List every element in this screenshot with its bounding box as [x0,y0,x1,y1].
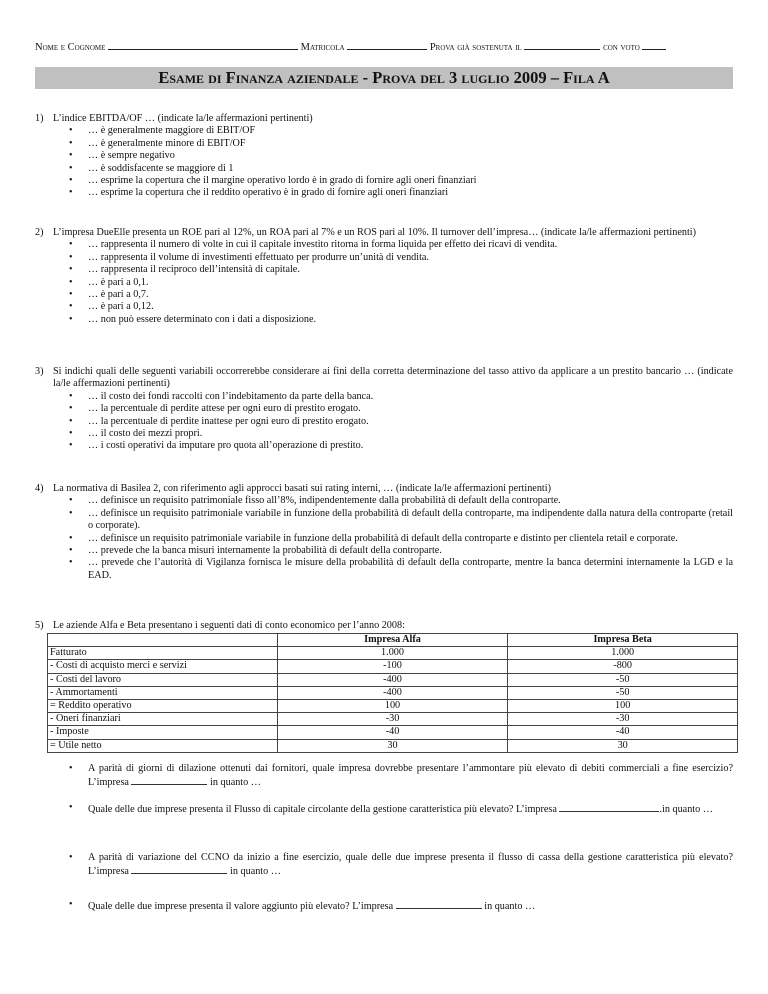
table-header-cell [48,634,278,647]
options-list [35,495,733,582]
row-label: - Costi del lavoro [48,673,278,686]
question-number: 5) [35,620,44,631]
option-item[interactable]: • … definisce un requisito patrimoniale variabile in funzione della probabilità di default della controparte, ma indipendente dalla natura della controparte (retail o corporate). [88,508,733,533]
alfa-value: -400 [277,673,508,686]
question-number: 1) [35,113,44,124]
name-label: Nome e Cognome [35,42,106,53]
question-stem: L’impresa DueElle presenta un ROE pari al 12%, un ROA pari al 7% e un ROS pari al 10%. Il turnover dell’impresa… (indicate la/le affermazioni pertinenti) [53,227,697,238]
exam-title: Esame di Finanza aziendale - Prova del 3 luglio 2009 – Fila A [35,67,733,89]
option-item[interactable]: • … esprime la copertura che il reddito operativo è in grado di fornire agli oneri finanziari [88,187,733,199]
option-item[interactable]: • … la percentuale di perdite attese per ogni euro di prestito erogato. [88,403,733,415]
matricola-field[interactable] [347,40,427,50]
subquestion-tail: in quanto … [210,777,261,789]
options-list [35,391,733,453]
beta-value: -30 [508,713,738,726]
option-item[interactable]: • … è generalmente maggiore di EBIT/OF [88,125,733,137]
option-item[interactable]: • … esprime la copertura che il margine operativo lordo è in grado di fornire agli oneri finanziari [88,175,733,187]
option-item[interactable]: • … il costo dei mezzi propri. [88,428,733,440]
answer-blank[interactable] [559,802,659,812]
row-label: = Utile netto [48,739,278,752]
beta-value: -40 [508,726,738,739]
student-info-line [35,40,735,54]
beta-value: 100 [508,700,738,713]
previous-exam-label: Prova già sostenuta il [429,42,522,53]
option-item[interactable]: • … prevede che l’autorità di Vigilanza fornisca le misure della probabilità di default della controparte, mentre la banca determini internamente la LGD e la EAD. [88,557,733,582]
option-item[interactable]: • … la percentuale di perdite inattese per ogni euro di prestito erogato. [88,416,733,428]
option-item[interactable]: • … è soddisfacente se maggiore di 1 [88,163,733,175]
table-row [48,700,738,713]
table-header-cell: Impresa Beta [508,634,738,647]
alfa-value: 1.000 [277,647,508,660]
question-stem: Si indichi quali delle seguenti variabili occorrerebbe considerare ai fini della corretta determinazione del tasso attivo da applicare a un prestito bancario … (indicate la/le affermazioni pertinenti) [53,366,733,390]
answer-blank[interactable] [396,899,482,909]
option-item[interactable]: • … è pari a 0,7. [88,289,733,301]
beta-value: -800 [508,660,738,673]
subquestion-item [88,899,733,913]
option-item[interactable]: • … definisce un requisito patrimoniale fisso all’8%, indipendentemente dalla probabilità di default della controparte. [88,495,733,507]
answer-blank[interactable] [131,864,227,874]
table-row [48,660,738,673]
subquestion-2 [35,802,733,816]
row-label: = Reddito operativo [48,700,278,713]
subquestion-text: Quale delle due imprese presenta il valore aggiunto più elevato? L’impresa [88,901,394,912]
option-item[interactable]: • … è sempre negativo [88,150,733,162]
question-stem: La normativa di Basilea 2, con riferimento agli approcci basati sui rating interni, … (indicate la/le affermazioni pertinenti) [53,483,551,494]
beta-value: -50 [508,673,738,686]
alfa-value: -40 [277,726,508,739]
subquestion-text: Quale delle due imprese presenta il Flusso di capitale circolante della gestione caratteristica più elevato? L’impresa [88,804,557,815]
name-field[interactable] [108,40,298,50]
row-label: - Costi di acquisto merci e servizi [48,660,278,673]
alfa-value: -100 [277,660,508,673]
option-item[interactable]: • … rappresenta il reciproco dell’intensità di capitale. [88,264,733,276]
subquestion-tail: in quanto … [484,901,536,912]
subquestion-text: A parità di variazione del CCNO da inizio a fine esercizio, quale delle due imprese presenta il flusso di cassa della gestione caratteristica più elevato? L’impresa [88,852,733,878]
table-row [48,726,738,739]
option-item[interactable]: • … i costi operativi da imputare pro quota all’operazione di prestito. [88,440,733,452]
income-statement-table [47,633,738,753]
row-label: - Ammortamenti [48,686,278,699]
row-label: - Oneri finanziari [48,713,278,726]
options-list [35,125,733,199]
subquestion-item [88,802,733,816]
table-header-cell: Impresa Alfa [277,634,508,647]
subquestion-tail: in quanto … [230,866,281,878]
question-2 [35,227,733,326]
option-item[interactable]: • … è generalmente minore di EBIT/OF [88,138,733,150]
table-row [48,686,738,699]
answer-blank[interactable] [131,775,207,785]
question-number: 3) [35,366,44,377]
option-item[interactable]: • … il costo dei fondi raccolti con l’indebitamento da parte della banca. [88,391,733,403]
question-stem: L’indice EBITDA/OF … (indicate la/le affermazioni pertinenti) [53,113,313,124]
table-header-row [48,634,738,647]
question-stem: Le aziende Alfa e Beta presentano i seguenti dati di conto economico per l’anno 2008: [53,620,405,631]
beta-value: 1.000 [508,647,738,660]
grade-field[interactable] [642,40,666,50]
subquestion-1 [35,763,733,790]
table-row [48,739,738,752]
options-list [35,239,733,326]
subquestion-item [88,852,733,879]
option-item[interactable]: • … rappresenta il numero di volte in cui il capitale investito ritorna in forma liquida per effetto dei ricavi di vendita. [88,239,733,251]
option-item[interactable]: • … prevede che la banca misuri internamente la probabilità di default della controparte. [88,545,733,557]
alfa-value: 100 [277,700,508,713]
alfa-value: -400 [277,686,508,699]
table-row [48,713,738,726]
grade-label: con voto [603,42,640,53]
alfa-value: 30 [277,739,508,752]
question-5 [35,620,733,632]
alfa-value: -30 [277,713,508,726]
matricola-label: Matricola [300,42,345,53]
question-number: 2) [35,227,44,238]
row-label: Fatturato [48,647,278,660]
table-row [48,673,738,686]
beta-value: 30 [508,739,738,752]
table-row [48,647,738,660]
subquestion-text: A parità di giorni di dilazione ottenuti dai fornitori, quale impresa dovrebbe presentare l’ammontare più elevato di debiti commerciali a fine esercizio? L’impresa [88,763,733,789]
question-4 [35,483,733,582]
row-label: - Imposte [48,726,278,739]
option-item[interactable]: • … è pari a 0,12. [88,301,733,313]
option-item[interactable]: • … non può essere determinato con i dati a disposizione. [88,314,733,326]
question-3 [35,366,733,453]
question-number: 4) [35,483,44,494]
subquestion-3 [35,852,733,879]
subquestion-4 [35,899,733,913]
subquestion-item [88,763,733,790]
subquestion-tail: .in quanto … [659,804,713,815]
option-item[interactable]: • … è pari a 0,1. [88,277,733,289]
option-item[interactable]: • … definisce un requisito patrimoniale variabile in funzione della probabilità di default della controparte e distinto per clientela retail e corporate. [88,533,733,545]
question-1 [35,113,733,200]
previous-exam-date-field[interactable] [524,40,600,50]
option-item[interactable]: • … rappresenta il volume di investimenti effettuato per produrre un’unità di vendita. [88,252,733,264]
beta-value: -50 [508,686,738,699]
